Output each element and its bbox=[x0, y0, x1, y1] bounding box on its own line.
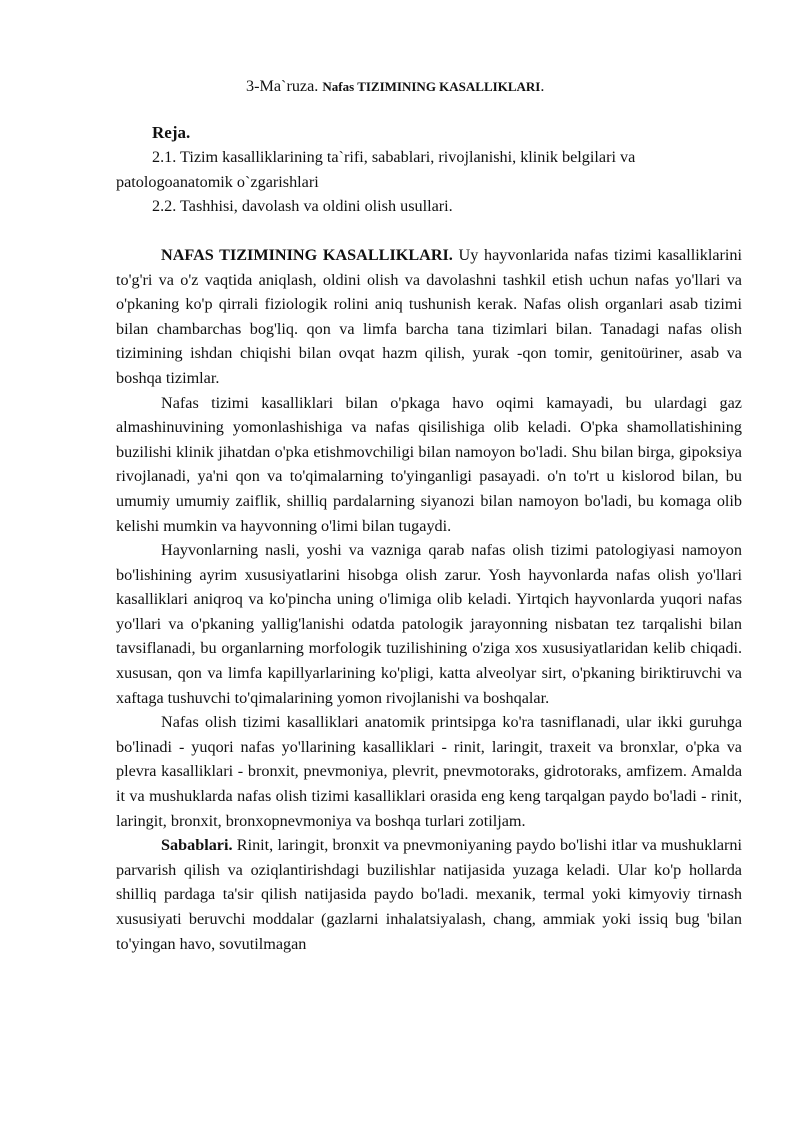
paragraph-3-text: Hayvonlarning nasli, yoshi va vazniga qarab nafas olish tizimi patologiyasi namoyon bo'lishining ayrim xususiyatlarini hisobga olish zarur. Yosh hayvonlarda nafas olish yo'llari kasalliklari aniqroq va ko'pincha uning o'limiga olib keladi. Yirtqich hayvonlarda yuqori nafas yo'llari va o'pkaning yallig'lanishi odatda patologik jarayonning nisbatan tez tarqalishi bilan tavsiflanadi, bu organlarning morfologik tuzilishining o'ziga xos xususiyatlaridan kelib chiqadi. xususan, qon va limfa kapillyarlarining ko'pligi, katta alveolyar sirt, o'pkaning biriktiruvchi va xaftaga tushuvchi to'qimalarining yomon rivojlanishi va boshqalar. bbox=[116, 541, 742, 707]
lecture-number: 3-Ma`ruza. bbox=[246, 77, 323, 95]
plan-label: Reja. bbox=[152, 122, 191, 142]
spacer bbox=[116, 219, 742, 243]
lecture-heading bbox=[116, 74, 742, 100]
paragraph-2 bbox=[116, 391, 742, 539]
paragraph-causes-text: Rinit, laringit, bronxit va pnevmoniyaning paydo bo'lishi itlar va mushuklarni parvarish qilish va oziqlantirishdagi buzilishlar natijasida yuzaga keladi. Ular ko'p hollarda shilliq pardaga ta'sir qilish natijasida paydo bo'ladi. mexanik, termal yoki kimyoviy tirnash xususiyati beruvchi moddalar (gazlarni inhalatsiyalash, chang, ammiak yoki issiq bug 'bilan to'yingan havo, sovutilmagan bbox=[116, 836, 742, 953]
lecture-title: Nafas TIZIMINING KASALLIKLARI bbox=[322, 79, 541, 94]
document-page bbox=[116, 74, 742, 956]
plan-item-1: 2.1. Tizim kasalliklarining ta`rifi, sabablari, rivojlanishi, klinik belgilari va patologoanatomik o`zgarishlari bbox=[116, 148, 636, 191]
paragraph-4 bbox=[116, 710, 742, 833]
paragraph-3 bbox=[116, 538, 742, 710]
paragraph-intro-text: Uy hayvonlarida nafas tizimi kasalliklarini to'g'ri va o'z vaqtida aniqlash, oldini olish va davolashni tashkil etish uchun nafas yo'llari va o'pkaning ko'p qirrali fiziologik rolini aniq tushunish kerak. Nafas olish organlari asab tizimi bilan chambarchas bog'liq. qon va limfa barcha tana tizimlari bilan. Tanadagi nafas olish tizimining ishdan chiqishi bilan ovqat hazm qilish, yurak -qon tomir, genitoüriner, asab va boshqa tizimlar. bbox=[116, 245, 742, 387]
paragraph-causes-lead: Sabablari. bbox=[161, 836, 233, 855]
paragraph-causes bbox=[116, 833, 742, 956]
paragraph-intro-lead: NAFAS TIZIMINING KASALLIKLARI. bbox=[161, 245, 453, 264]
paragraph-intro bbox=[116, 243, 742, 391]
lecture-title-period: . bbox=[540, 77, 545, 95]
paragraph-2-text: Nafas tizimi kasalliklari bilan o'pkaga havo oqimi kamayadi, bu ulardagi gaz almashinuvining yomonlashishiga va nafas qisilishiga olib keladi. O'pka shamollatishining buzilishi klinik jihatdan o'pka etishmovchiligi bilan namoyon bo'ladi. Shu bilan birga, gipoksiya rivojlanadi, ya'ni qon va to'qimalarning to'yinganligi pasayadi. o'n to'rt u kislorod bilan, bu umumiy umumiy zaiflik, shilliq pardalarning siyanozi bilan namoyon bo'ladi, bu komaga olib kelishi mumkin va hayvonning o'limi bilan tugaydi. bbox=[116, 393, 742, 535]
plan-item-2: 2.2. Tashhisi, davolash va oldini olish usullari. bbox=[152, 197, 453, 216]
paragraph-4-text: Nafas olish tizimi kasalliklari anatomik printsipga ko'ra tasniflanadi, ular ikki guruhga bo'linadi - yuqori nafas yo'llarining kasalliklari - rinit, laringit, traxeit va bronxlar, o'pka va plevra kasalliklari - bronxit, pnevmoniya, plevrit, pnevmotoraks, gidrotoraks, amfizem. Amalda it va mushuklarda nafas olish tizimi kasalliklari orasida eng keng tarqalgan paydo bo'ladi - rinit, laringit, bronxit, bronxopnevmoniya va boshqa turlari zotiljam. bbox=[116, 713, 742, 830]
